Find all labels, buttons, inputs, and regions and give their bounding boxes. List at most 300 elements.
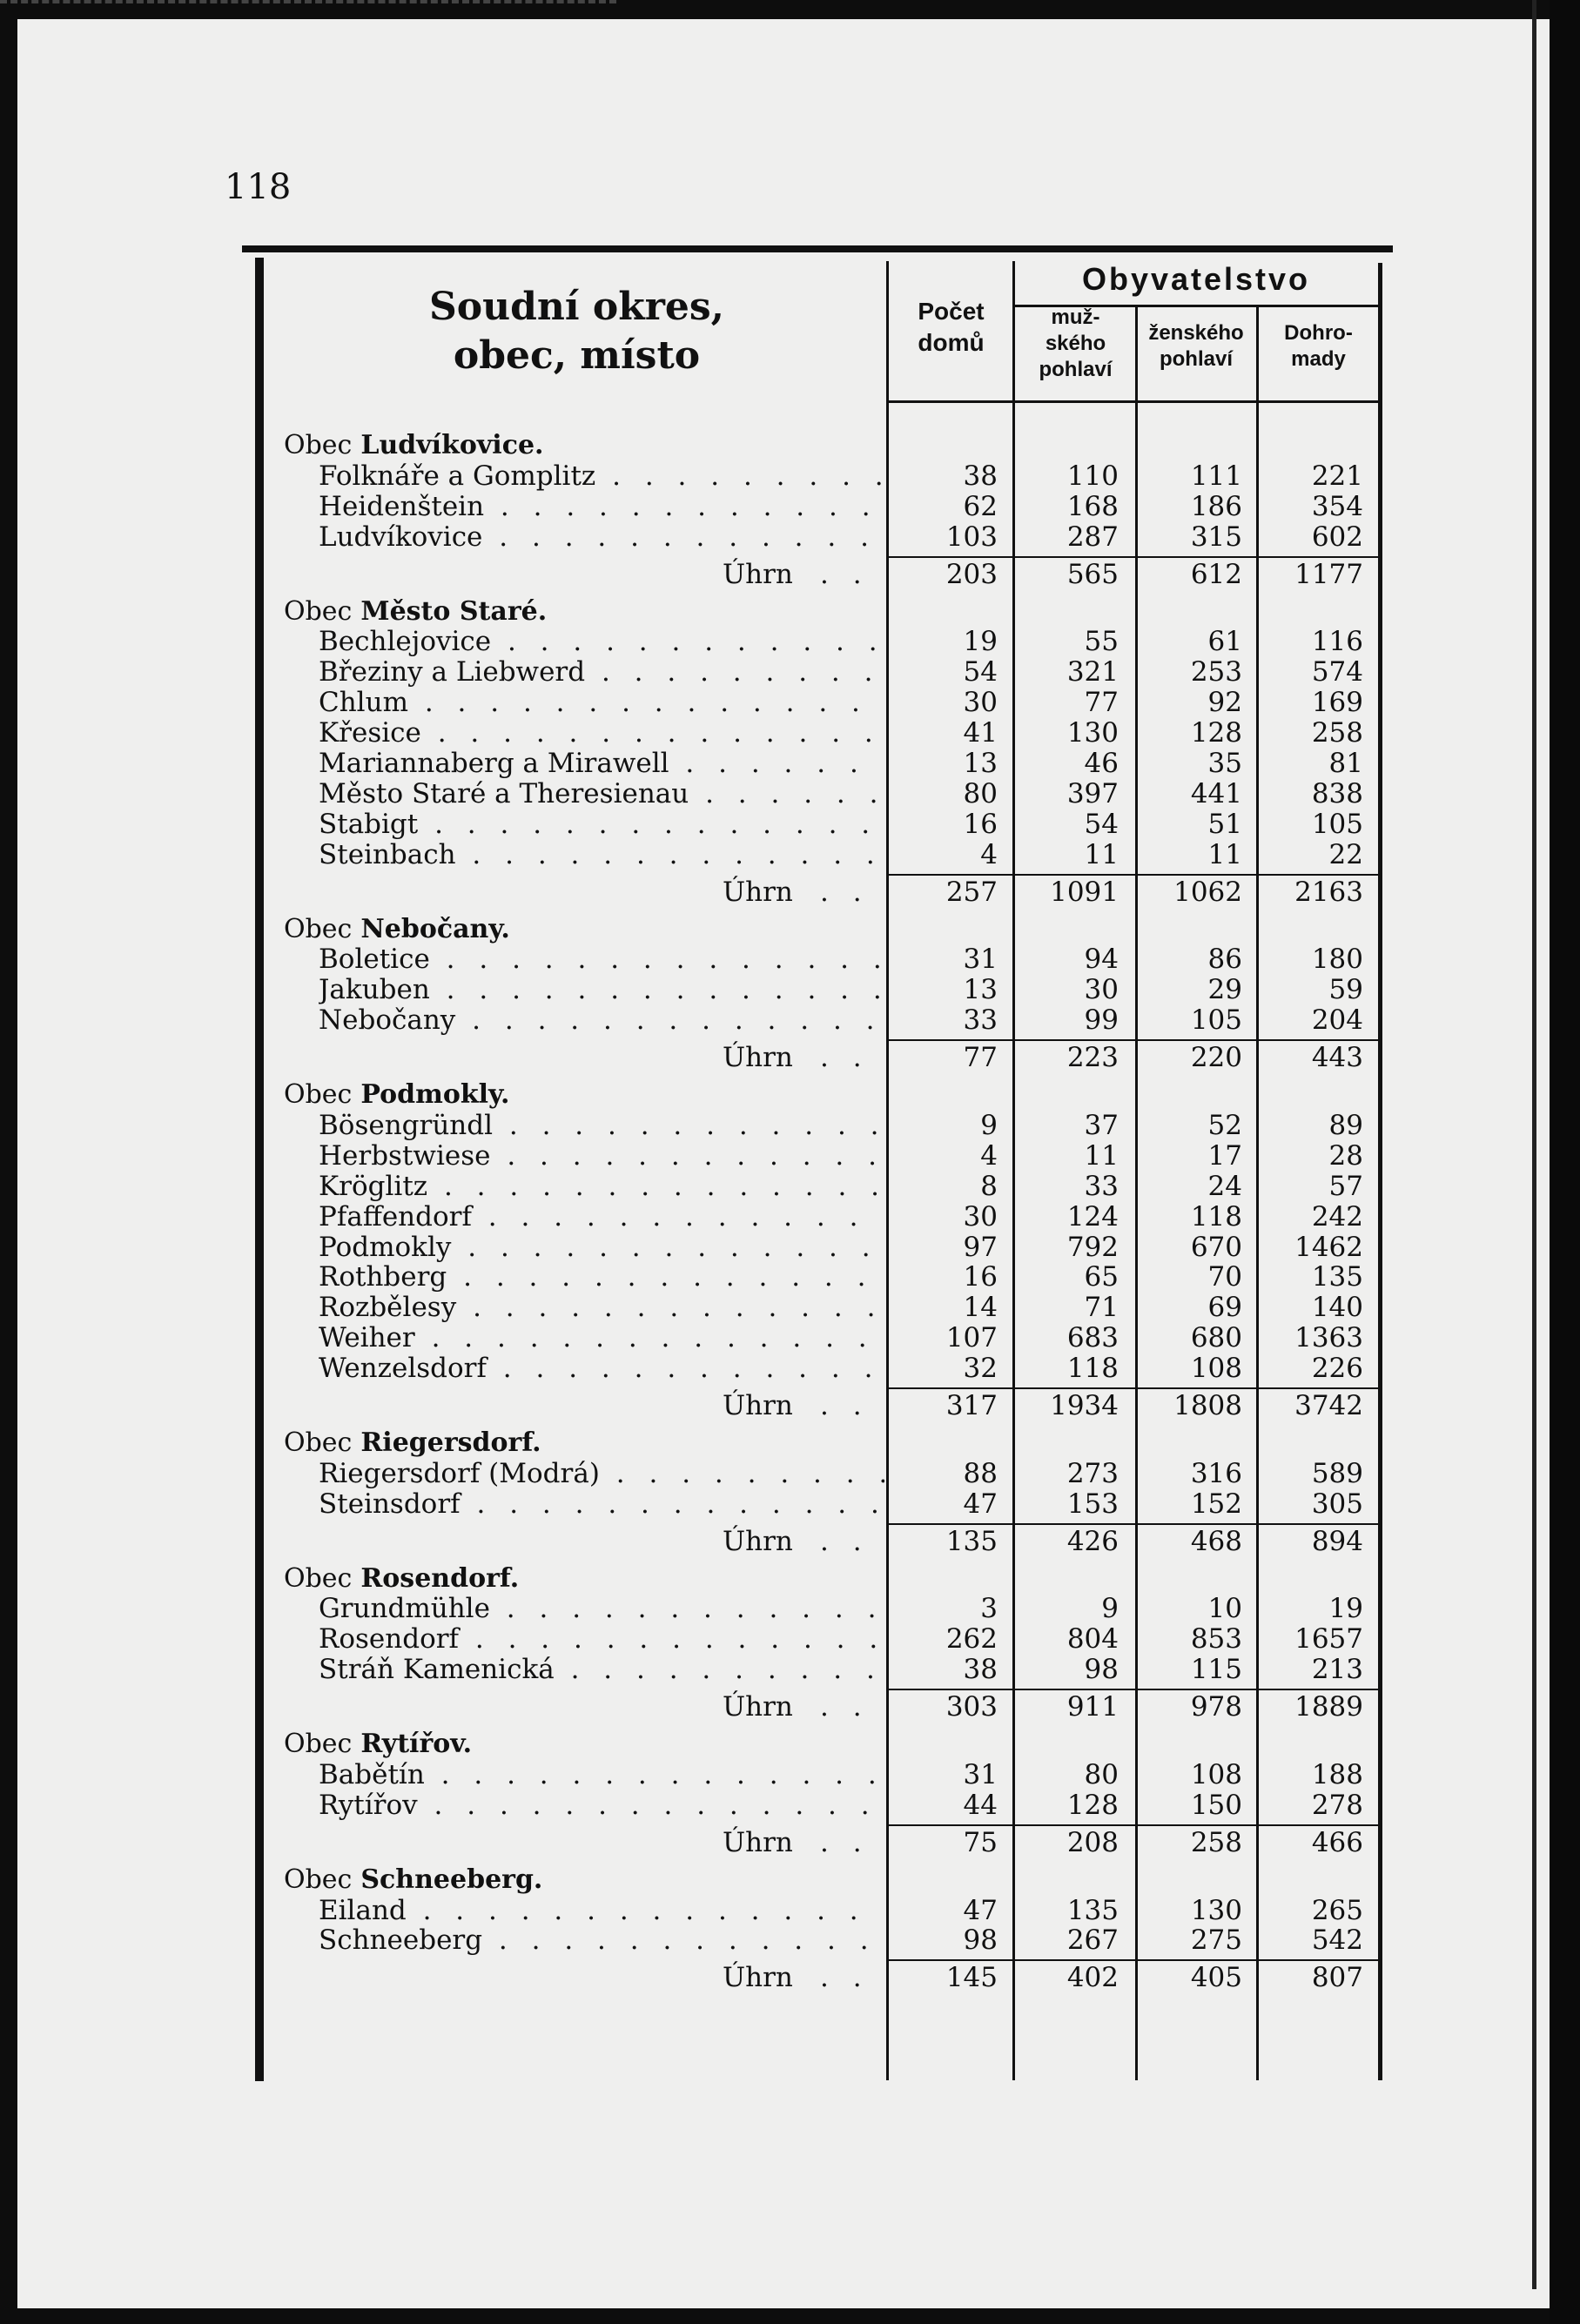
sum-homes: 145: [945, 1962, 998, 1994]
group-row: [0, 1079, 1580, 1109]
female-count: 111: [1190, 460, 1242, 492]
table-row: [0, 1488, 1580, 1518]
sum-label: Úhrn: [723, 1390, 793, 1421]
total-count: 258: [1311, 717, 1363, 749]
group-title: [284, 1427, 541, 1458]
table-row: [0, 1232, 1580, 1261]
sum-total: 807: [1311, 1962, 1363, 1994]
table-row: [0, 1004, 1580, 1037]
male-count: 792: [1066, 1231, 1119, 1263]
place-name: Grundmühle . . .: [319, 1593, 884, 1624]
sum-label: Úhrn: [723, 1826, 793, 1858]
sum-female: 220: [1190, 1042, 1242, 1074]
page-number: 118: [225, 167, 292, 207]
sum-dots: . .: [820, 1390, 870, 1421]
group-name: Schneeberg.: [360, 1864, 543, 1895]
group-name: Riegersdorf.: [360, 1427, 541, 1458]
sum-total: 894: [1311, 1525, 1363, 1557]
total-count: 28: [1328, 1139, 1363, 1172]
header-district: [266, 283, 888, 380]
sum-homes: 257: [945, 876, 998, 908]
female-count: 10: [1207, 1593, 1242, 1625]
female-count: 86: [1207, 944, 1242, 976]
sum-label: Úhrn: [723, 1525, 793, 1557]
group-name: Rosendorf.: [360, 1562, 520, 1594]
table-row: [0, 687, 1580, 719]
place-name: Nebočany . . .: [319, 1004, 884, 1036]
sum-row: [0, 1827, 1580, 1857]
total-count: 81: [1328, 748, 1363, 779]
table-row: [0, 1458, 1580, 1488]
table-row: [0, 491, 1580, 521]
sum-label: Úhrn: [723, 1962, 793, 1994]
female-count: 29: [1207, 974, 1242, 1006]
total-count: 116: [1311, 626, 1363, 658]
male-count: 11: [1084, 838, 1119, 870]
homes-count: 14: [963, 1292, 998, 1324]
total-count: 602: [1311, 521, 1363, 553]
homes-count: 44: [963, 1789, 998, 1821]
header-male: [1017, 305, 1134, 383]
group-prefix: Obec: [284, 1562, 353, 1594]
homes-count: 41: [963, 717, 998, 749]
group-row: [0, 1563, 1580, 1593]
sum-male: 402: [1066, 1962, 1119, 1994]
sum-row: [0, 1526, 1580, 1555]
header-female-line1: ženského: [1148, 321, 1244, 345]
group-row: [0, 1729, 1580, 1758]
female-count: 118: [1190, 1200, 1242, 1233]
total-count: 22: [1328, 838, 1363, 870]
sum-rule: [886, 1387, 1378, 1389]
header-homes: [892, 296, 1010, 359]
sum-total: 3742: [1294, 1390, 1363, 1421]
place-name: Steinsdorf . . .: [319, 1488, 884, 1520]
homes-count: 38: [963, 1654, 998, 1686]
homes-count: 80: [963, 777, 998, 809]
header-male-line1: muž-: [1051, 306, 1100, 329]
total-count: 278: [1311, 1789, 1363, 1821]
place-name: Křesice . . .: [319, 717, 884, 749]
male-count: 30: [1084, 974, 1119, 1006]
male-count: 130: [1066, 717, 1119, 749]
sum-dots: . .: [820, 1962, 870, 1994]
female-count: 152: [1190, 1488, 1242, 1520]
table-row: [0, 1593, 1580, 1625]
sum-female: 468: [1190, 1525, 1242, 1557]
total-count: 213: [1311, 1654, 1363, 1686]
homes-count: 107: [945, 1322, 998, 1354]
homes-count: 38: [963, 460, 998, 492]
male-count: 11: [1084, 1139, 1119, 1172]
male-count: 118: [1066, 1353, 1119, 1385]
group-name: Podmokly.: [360, 1079, 510, 1110]
sum-rule: [886, 1959, 1378, 1961]
sum-rule: [886, 556, 1378, 558]
header-district-line1: Soudní okres,: [428, 285, 724, 329]
place-name: Chlum . . .: [319, 687, 884, 718]
homes-count: 98: [963, 1924, 998, 1957]
male-count: 37: [1084, 1109, 1119, 1141]
female-count: 186: [1190, 490, 1242, 522]
header-total-line1: Dohro-: [1284, 321, 1353, 345]
place-name: Jakuben . . .: [319, 974, 884, 1005]
group-row: [0, 914, 1580, 944]
female-count: 115: [1190, 1654, 1242, 1686]
homes-count: 30: [963, 687, 998, 719]
place-name: Bechlejovice . . .: [319, 626, 884, 657]
place-name: Pfaffendorf . . .: [319, 1201, 884, 1233]
sum-total: 1889: [1294, 1691, 1363, 1723]
header-male-line2: ského: [1045, 332, 1106, 355]
homes-count: 31: [963, 1758, 998, 1790]
table-row: [0, 1654, 1580, 1686]
female-count: 70: [1207, 1261, 1242, 1293]
header-homes-line1: Počet: [918, 298, 985, 325]
sum-homes: 77: [963, 1042, 998, 1074]
table-row: [0, 1353, 1580, 1385]
place-name: Město Staré a Theresienau . . .: [319, 778, 884, 809]
female-count: 51: [1207, 808, 1242, 840]
group-title: [284, 914, 510, 944]
homes-count: 4: [980, 1139, 998, 1172]
male-count: 80: [1084, 1758, 1119, 1790]
group-row: [0, 430, 1580, 460]
male-count: 71: [1084, 1292, 1119, 1324]
header-dashed-rule: [0, 0, 616, 9]
male-count: 683: [1066, 1322, 1119, 1354]
table-row: [0, 778, 1580, 808]
total-count: 1363: [1294, 1322, 1363, 1354]
male-count: 54: [1084, 808, 1119, 840]
total-count: 265: [1311, 1894, 1363, 1926]
group-title: [284, 1079, 509, 1110]
total-count: 305: [1311, 1488, 1363, 1520]
group-name: Město Staré.: [360, 595, 548, 627]
male-count: 153: [1066, 1488, 1119, 1520]
table-top-rule: [242, 245, 1393, 252]
male-count: 77: [1084, 687, 1119, 719]
sum-rule: [886, 874, 1378, 876]
place-name: Březiny a Liebwerd . . .: [319, 656, 884, 688]
male-count: 321: [1066, 656, 1119, 688]
homes-count: 13: [963, 748, 998, 779]
table-row: [0, 748, 1580, 777]
table-row: [0, 1292, 1580, 1324]
table-row: [0, 1171, 1580, 1200]
homes-count: 47: [963, 1488, 998, 1520]
homes-count: 30: [963, 1200, 998, 1233]
table-row: [0, 717, 1580, 747]
sum-dots: . .: [820, 876, 870, 908]
female-count: 253: [1190, 656, 1242, 688]
sum-homes: 303: [945, 1691, 998, 1723]
table-row: [0, 1924, 1580, 1957]
place-name: Podmokly . . .: [319, 1232, 884, 1263]
sum-total: 466: [1311, 1826, 1363, 1858]
place-name: Rosendorf . . .: [319, 1623, 884, 1655]
sum-homes: 75: [963, 1826, 998, 1858]
female-count: 11: [1207, 838, 1242, 870]
total-count: 105: [1311, 808, 1363, 840]
table-row: [0, 1623, 1580, 1656]
female-count: 92: [1207, 687, 1242, 719]
group-prefix: Obec: [284, 1864, 353, 1895]
place-name: Ludvíkovice . . .: [319, 521, 884, 553]
male-count: 55: [1084, 626, 1119, 658]
total-count: 188: [1311, 1758, 1363, 1790]
total-count: 1462: [1294, 1231, 1363, 1263]
homes-count: 3: [980, 1593, 998, 1625]
male-count: 287: [1066, 521, 1119, 553]
table-row: [0, 1759, 1580, 1789]
total-count: 180: [1311, 944, 1363, 976]
sum-female: 1062: [1173, 876, 1242, 908]
place-name: Mariannaberg a Mirawell . . .: [319, 748, 884, 779]
total-count: 59: [1328, 974, 1363, 1006]
male-count: 94: [1084, 944, 1119, 976]
homes-count: 9: [980, 1109, 998, 1141]
place-name: Stráň Kamenická . . .: [319, 1654, 884, 1685]
sum-dots: . .: [820, 1525, 870, 1557]
place-name: Herbstwiese . . .: [319, 1140, 884, 1172]
sum-total: 2163: [1294, 876, 1363, 908]
sum-rule: [886, 1039, 1378, 1041]
sum-female: 405: [1190, 1962, 1242, 1994]
sum-homes: 203: [945, 558, 998, 590]
table-row: [0, 839, 1580, 869]
female-count: 108: [1190, 1353, 1242, 1385]
place-name: Boletice . . .: [319, 944, 884, 975]
male-count: 46: [1084, 748, 1119, 779]
place-name: Weiher . . .: [319, 1322, 884, 1353]
group-row: [0, 1427, 1580, 1457]
male-count: 99: [1084, 1004, 1119, 1037]
header-homes-line2: domů: [918, 329, 985, 356]
total-count: 89: [1328, 1109, 1363, 1141]
female-count: 35: [1207, 748, 1242, 779]
header-total-line2: mady: [1291, 347, 1346, 371]
sum-row: [0, 1691, 1580, 1721]
female-count: 315: [1190, 521, 1242, 553]
place-name: Rozbělesy . . .: [319, 1292, 884, 1323]
sum-row: [0, 1042, 1580, 1074]
female-count: 69: [1207, 1292, 1242, 1324]
male-count: 124: [1066, 1200, 1119, 1233]
group-name: Ludvíkovice.: [360, 430, 544, 460]
table-row: [0, 656, 1580, 686]
total-count: 57: [1328, 1170, 1363, 1202]
total-count: 838: [1311, 777, 1363, 809]
header-bottom-rule: [886, 400, 1378, 403]
table-row: [0, 626, 1580, 658]
male-count: 9: [1101, 1593, 1119, 1625]
homes-count: 16: [963, 808, 998, 840]
place-name: Folknáře a Gomplitz . . .: [319, 460, 884, 492]
total-count: 226: [1311, 1353, 1363, 1385]
female-count: 670: [1190, 1231, 1242, 1263]
group-prefix: Obec: [284, 1079, 353, 1110]
total-count: 169: [1311, 687, 1363, 719]
homes-count: 47: [963, 1894, 998, 1926]
homes-count: 262: [945, 1623, 998, 1656]
sum-male: 223: [1066, 1042, 1119, 1074]
sum-male: 1091: [1050, 876, 1119, 908]
group-title: [284, 430, 544, 460]
female-count: 128: [1190, 717, 1242, 749]
group-name: Rytířov.: [360, 1729, 473, 1759]
homes-count: 54: [963, 656, 998, 688]
total-count: 140: [1311, 1292, 1363, 1324]
place-name: Stabigt . . .: [319, 809, 884, 840]
header-district-line2: obec, místo: [453, 333, 701, 378]
group-title: [284, 1563, 519, 1594]
homes-count: 4: [980, 838, 998, 870]
sum-label: Úhrn: [723, 558, 793, 590]
total-count: 135: [1311, 1261, 1363, 1293]
sum-total: 1177: [1294, 558, 1363, 590]
sum-homes: 317: [945, 1390, 998, 1421]
sum-rule: [886, 1689, 1378, 1690]
sum-label: Úhrn: [723, 876, 793, 908]
group-title: [284, 1864, 542, 1895]
table-row: [0, 1790, 1580, 1819]
sum-dots: . .: [820, 1691, 870, 1723]
sum-dots: . .: [820, 1042, 870, 1074]
group-prefix: Obec: [284, 1427, 353, 1458]
homes-count: 19: [963, 626, 998, 658]
table-row: [0, 1110, 1580, 1139]
homes-count: 88: [963, 1457, 998, 1489]
total-count: 242: [1311, 1200, 1363, 1233]
female-count: 61: [1207, 626, 1242, 658]
place-name: Rothberg . . .: [319, 1261, 884, 1293]
place-name: Babětín . . .: [319, 1759, 884, 1790]
total-count: 574: [1311, 656, 1363, 688]
homes-count: 62: [963, 490, 998, 522]
place-name: Wenzelsdorf . . .: [319, 1353, 884, 1384]
homes-count: 103: [945, 521, 998, 553]
female-count: 275: [1190, 1924, 1242, 1957]
place-name: Steinbach . . .: [319, 839, 884, 870]
table-row: [0, 1895, 1580, 1924]
table-row: [0, 521, 1580, 551]
sum-male: 426: [1066, 1525, 1119, 1557]
homes-count: 31: [963, 944, 998, 976]
table-row: [0, 1140, 1580, 1170]
female-count: 441: [1190, 777, 1242, 809]
sum-male: 565: [1066, 558, 1119, 590]
sum-male: 208: [1066, 1826, 1119, 1858]
header-female-line2: pohlaví: [1159, 347, 1233, 371]
male-count: 98: [1084, 1654, 1119, 1686]
group-row: [0, 596, 1580, 626]
header-male-line3: pohlaví: [1039, 358, 1113, 381]
table-row: [0, 944, 1580, 976]
female-count: 130: [1190, 1894, 1242, 1926]
male-count: 33: [1084, 1170, 1119, 1202]
sum-male: 1934: [1050, 1390, 1119, 1421]
place-name: Bösengründl . . .: [319, 1110, 884, 1141]
table-row: [0, 1201, 1580, 1231]
sum-dots: . .: [820, 558, 870, 590]
sum-female: 258: [1190, 1826, 1242, 1858]
total-count: 221: [1311, 460, 1363, 492]
sum-rule: [886, 1824, 1378, 1826]
female-count: 150: [1190, 1789, 1242, 1821]
table-row: [0, 809, 1580, 838]
header-female: [1137, 320, 1255, 373]
sum-rule: [886, 1523, 1378, 1525]
place-name: Riegersdorf (Modrá) . . .: [319, 1458, 884, 1489]
total-count: 589: [1311, 1457, 1363, 1489]
sum-row: [0, 1962, 1580, 1992]
male-count: 397: [1066, 777, 1119, 809]
sum-dots: . .: [820, 1826, 870, 1858]
header-total: [1259, 320, 1378, 373]
total-count: 204: [1311, 1004, 1363, 1037]
female-count: 17: [1207, 1139, 1242, 1172]
group-name: Nebočany.: [360, 913, 510, 944]
homes-count: 16: [963, 1261, 998, 1293]
sum-female: 978: [1190, 1691, 1242, 1723]
group-prefix: Obec: [284, 595, 353, 627]
place-name: Rytířov . . .: [319, 1790, 884, 1821]
place-name: Eiland . . .: [319, 1895, 884, 1926]
table-row: [0, 1261, 1580, 1291]
sum-row: [0, 1390, 1580, 1420]
female-count: 52: [1207, 1109, 1242, 1141]
homes-count: 13: [963, 974, 998, 1006]
sum-row: [0, 559, 1580, 588]
homes-count: 33: [963, 1004, 998, 1037]
group-row: [0, 1864, 1580, 1894]
total-count: 19: [1328, 1593, 1363, 1625]
male-count: 804: [1066, 1623, 1119, 1656]
group-title: [284, 1729, 472, 1759]
header-population: Obyvatelstvo: [1081, 261, 1311, 297]
homes-count: 8: [980, 1170, 998, 1202]
group-prefix: Obec: [284, 430, 353, 460]
total-count: 1657: [1294, 1623, 1363, 1656]
sum-female: 612: [1190, 558, 1242, 590]
male-count: 135: [1066, 1894, 1119, 1926]
female-count: 316: [1190, 1457, 1242, 1489]
female-count: 105: [1190, 1004, 1242, 1037]
female-count: 680: [1190, 1322, 1242, 1354]
sum-total: 443: [1311, 1042, 1363, 1074]
table-row: [0, 974, 1580, 1004]
group-title: [284, 596, 547, 627]
sum-male: 911: [1066, 1691, 1119, 1723]
total-count: 354: [1311, 490, 1363, 522]
sum-female: 1808: [1173, 1390, 1242, 1421]
male-count: 267: [1066, 1924, 1119, 1957]
female-count: 853: [1190, 1623, 1242, 1656]
male-count: 110: [1066, 460, 1119, 492]
group-prefix: Obec: [284, 913, 353, 944]
place-name: Kröglitz . . .: [319, 1171, 884, 1202]
table-row: [0, 460, 1580, 490]
male-count: 128: [1066, 1789, 1119, 1821]
female-count: 24: [1207, 1170, 1242, 1202]
homes-count: 97: [963, 1231, 998, 1263]
place-name: Heidenštein . . .: [319, 491, 884, 522]
sum-homes: 135: [945, 1525, 998, 1557]
table-row: [0, 1322, 1580, 1352]
sum-row: [0, 877, 1580, 906]
group-prefix: Obec: [284, 1729, 353, 1759]
